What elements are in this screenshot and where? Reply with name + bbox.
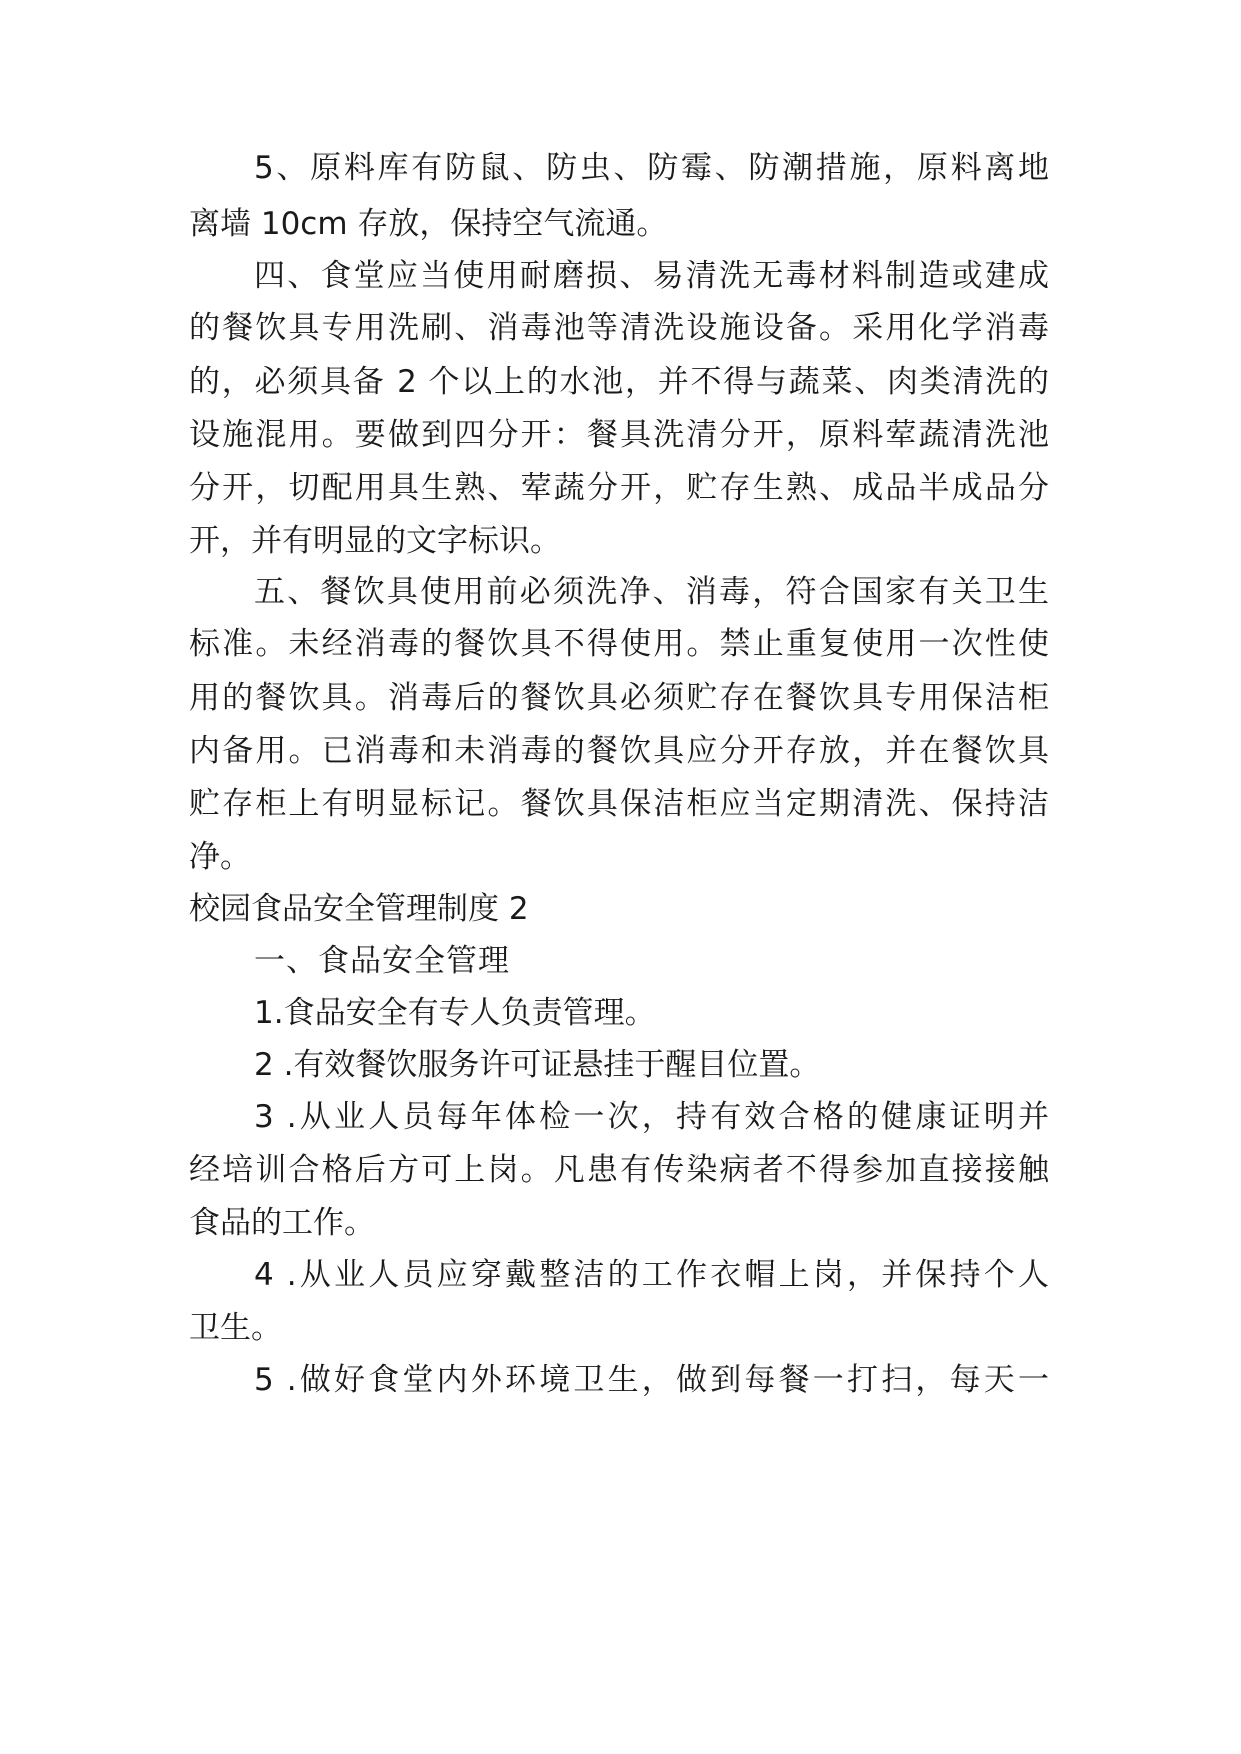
list-item: 2 .有效餐饮服务许可证悬挂于醒目位置。 (254, 1047, 821, 1083)
paragraph-line: 卫生。 (189, 1310, 282, 1346)
paragraph-line: 5、原料库有防鼠、防虫、防霉、防潮措施，原料离地 (254, 150, 1049, 186)
section-heading: 校园食品安全管理制度 2 (189, 891, 529, 927)
paragraph-line: 的，必须具备 2 个以上的水池，并不得与蔬菜、肉类清洗的 (189, 364, 1049, 400)
paragraph-line: 分开，切配用具生熟、荤蔬分开，贮存生熟、成品半成品分 (189, 470, 1049, 506)
list-item: 5 .做好食堂内外环境卫生，做到每餐一打扫，每天一 (254, 1362, 1049, 1398)
subsection-heading: 一、食品安全管理 (254, 943, 510, 979)
paragraph-line: 贮存柜上有明显标记。餐饮具保洁柜应当定期清洗、保持洁 (189, 786, 1049, 822)
list-item: 3 .从业人员每年体检一次，持有效合格的健康证明并 (254, 1099, 1049, 1135)
paragraph-line: 离墙 10cm 存放，保持空气流通。 (189, 206, 668, 242)
paragraph-line: 食品的工作。 (189, 1205, 375, 1241)
paragraph-line: 开，并有明显的文字标识。 (189, 523, 561, 559)
list-item: 1.食品安全有专人负责管理。 (254, 995, 656, 1031)
paragraph-line: 用的餐饮具。消毒后的餐饮具必须贮存在餐饮具专用保洁柜 (189, 680, 1049, 716)
paragraph-line: 设施混用。要做到四分开：餐具洗清分开，原料荤蔬清洗池 (189, 417, 1049, 453)
paragraph-line: 净。 (189, 839, 251, 875)
paragraph-line: 内备用。已消毒和未消毒的餐饮具应分开存放，并在餐饮具 (189, 733, 1049, 769)
paragraph-line: 标准。未经消毒的餐饮具不得使用。禁止重复使用一次性使 (189, 626, 1049, 662)
list-item: 4 .从业人员应穿戴整洁的工作衣帽上岗，并保持个人 (254, 1257, 1049, 1293)
paragraph-line: 经培训合格后方可上岗。凡患有传染病者不得参加直接接触 (189, 1152, 1049, 1188)
paragraph-line: 五、餐饮具使用前必须洗净、消毒，符合国家有关卫生 (254, 574, 1049, 610)
paragraph-line: 四、食堂应当使用耐磨损、易清洗无毒材料制造或建成 (254, 258, 1049, 294)
paragraph-line: 的餐饮具专用洗刷、消毒池等清洗设施设备。采用化学消毒 (189, 310, 1049, 346)
